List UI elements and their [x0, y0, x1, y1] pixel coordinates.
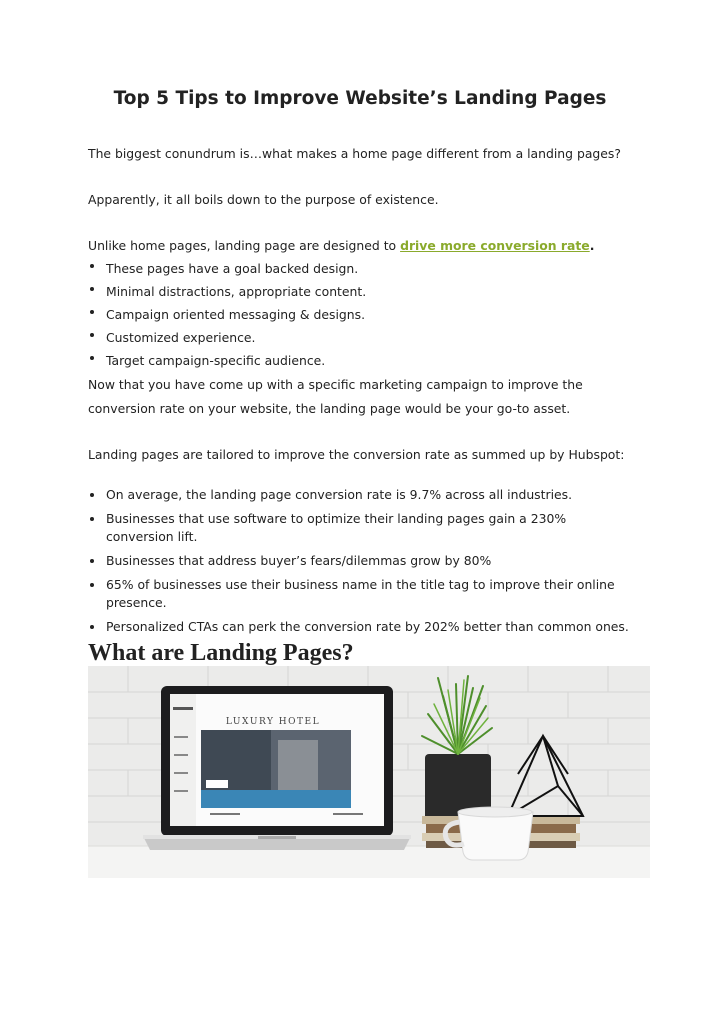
page-title: Top 5 Tips to Improve Website’s Landing Pages [113, 88, 607, 109]
list-item: These pages have a goal backed design. [88, 257, 648, 280]
unlike-paragraph [88, 234, 594, 258]
intro-paragraph-1: The biggest conundrum is…what makes a home page different from a landing pages? [88, 146, 621, 161]
list-item: Target campaign-specific audience. [88, 349, 648, 372]
unlike-text: Unlike home pages, landing page are designed to [88, 238, 401, 253]
unlike-end: . [589, 238, 595, 253]
list-item: Businesses that use software to optimize their landing pages gain a 230% conversion lift. [88, 510, 633, 546]
conversion-rate-link[interactable]: drive more conversion rate [400, 238, 590, 253]
intro-paragraph-2: Apparently, it all boils down to the purpose of existence. [88, 192, 439, 207]
list-item: 65% of businesses use their business name in the title tag to improve their online presence. [88, 576, 633, 612]
section-heading: What are Landing Pages? [88, 640, 354, 666]
list-item: Personalized CTAs can perk the conversion rate by 202% better than common ones. [88, 618, 633, 636]
hubspot-stats-list [88, 486, 633, 636]
list-item: On average, the landing page conversion rate is 9.7% across all industries. [88, 486, 633, 504]
list-item: Campaign oriented messaging & designs. [88, 303, 648, 326]
landing-page-traits-list [88, 257, 648, 372]
hubspot-paragraph: Landing pages are tailored to improve the conversion rate as summed up by Hubspot: [88, 447, 625, 462]
screen-title: LUXURY HOTEL [225, 717, 321, 727]
list-item: Minimal distractions, appropriate content. [88, 280, 648, 303]
list-item: Businesses that address buyer’s fears/dilemmas grow by 80% [88, 552, 633, 570]
campaign-paragraph-line-2: conversion rate on your website, the landing page would be your go-to asset. [88, 401, 571, 416]
laptop-desk-photo [88, 666, 650, 878]
list-item: Customized experience. [88, 326, 648, 349]
campaign-paragraph-line-1: Now that you have come up with a specific marketing campaign to improve the [88, 377, 583, 392]
